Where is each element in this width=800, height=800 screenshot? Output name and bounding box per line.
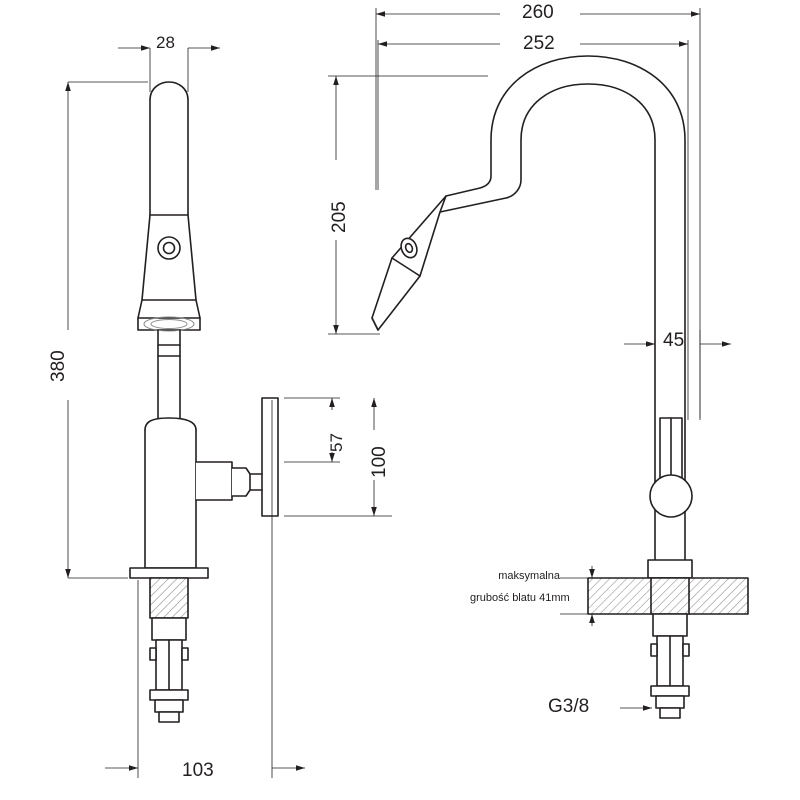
dim-label-spout-height: 205	[329, 201, 350, 233]
worktop-note-line2: grubość blatu 41mm	[470, 592, 570, 604]
side-view-faucet	[372, 56, 748, 718]
front-view-faucet	[130, 82, 278, 722]
dim-label-handle-offset: 45	[663, 330, 685, 351]
dim-label-lever-height: 57	[327, 433, 346, 452]
dim-label-spout-width: 28	[156, 33, 175, 52]
dim-label-reach: 252	[523, 33, 555, 54]
dim-label-overall-reach: 260	[522, 2, 554, 23]
dim-label-lever-total: 100	[369, 446, 390, 478]
dim-label-thread-spec: G3/8	[548, 696, 590, 717]
dim-label-total-height: 380	[48, 350, 69, 382]
worktop-note-line1: maksymalna	[498, 570, 560, 582]
dim-label-base-width: 103	[182, 760, 214, 781]
